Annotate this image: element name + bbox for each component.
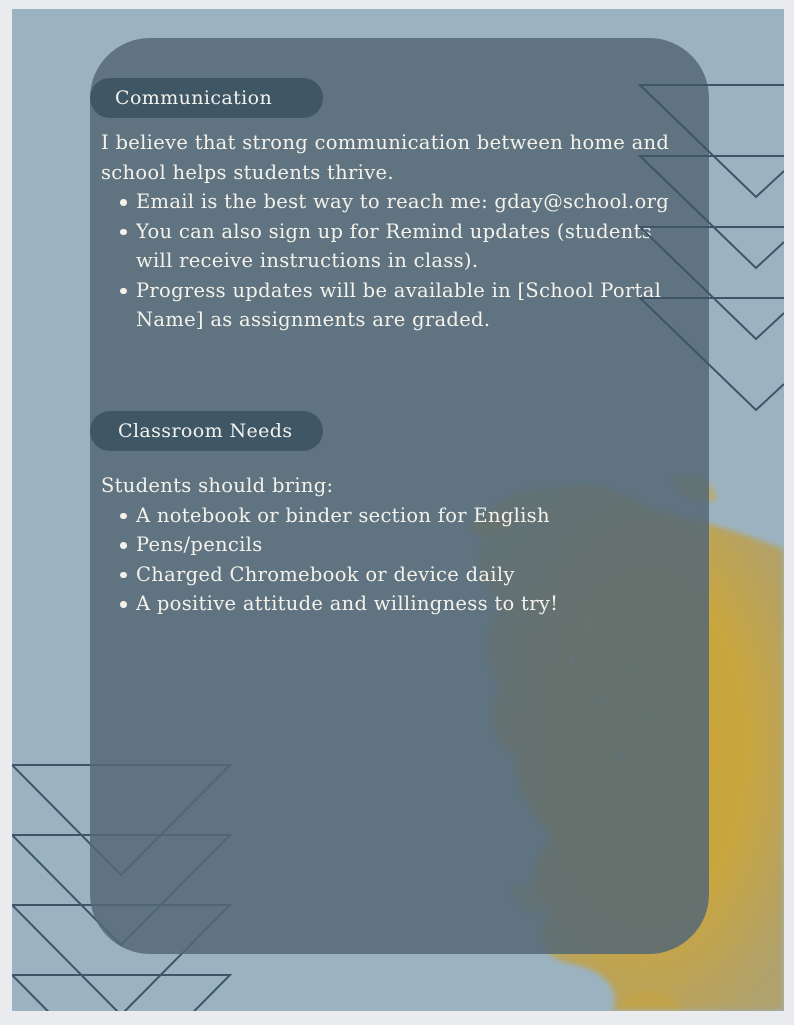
flyer-page: [12, 9, 784, 1011]
classroom-needs-intro: Students should bring:: [101, 474, 334, 497]
list-item: A notebook or binder section for English: [136, 501, 691, 531]
top-right-triangles: [12, 9, 784, 1011]
list-item: Email is the best way to reach me: gday@school.org: [136, 187, 691, 217]
list-item: Charged Chromebook or device daily: [136, 560, 691, 590]
list-item: Progress updates will be available in [School Portal Name] as assignments are graded.: [136, 276, 691, 335]
communication-intro: I believe that strong communication between home and school helps students thrive.: [101, 131, 670, 184]
classroom-needs-heading: Classroom Needs: [118, 420, 293, 442]
communication-heading: Communication: [115, 87, 273, 109]
list-item: A positive attitude and willingness to try!: [136, 589, 691, 619]
list-item: Pens/pencils: [136, 530, 691, 560]
list-item: You can also sign up for Remind updates (students will receive instructions in class).: [136, 217, 691, 276]
